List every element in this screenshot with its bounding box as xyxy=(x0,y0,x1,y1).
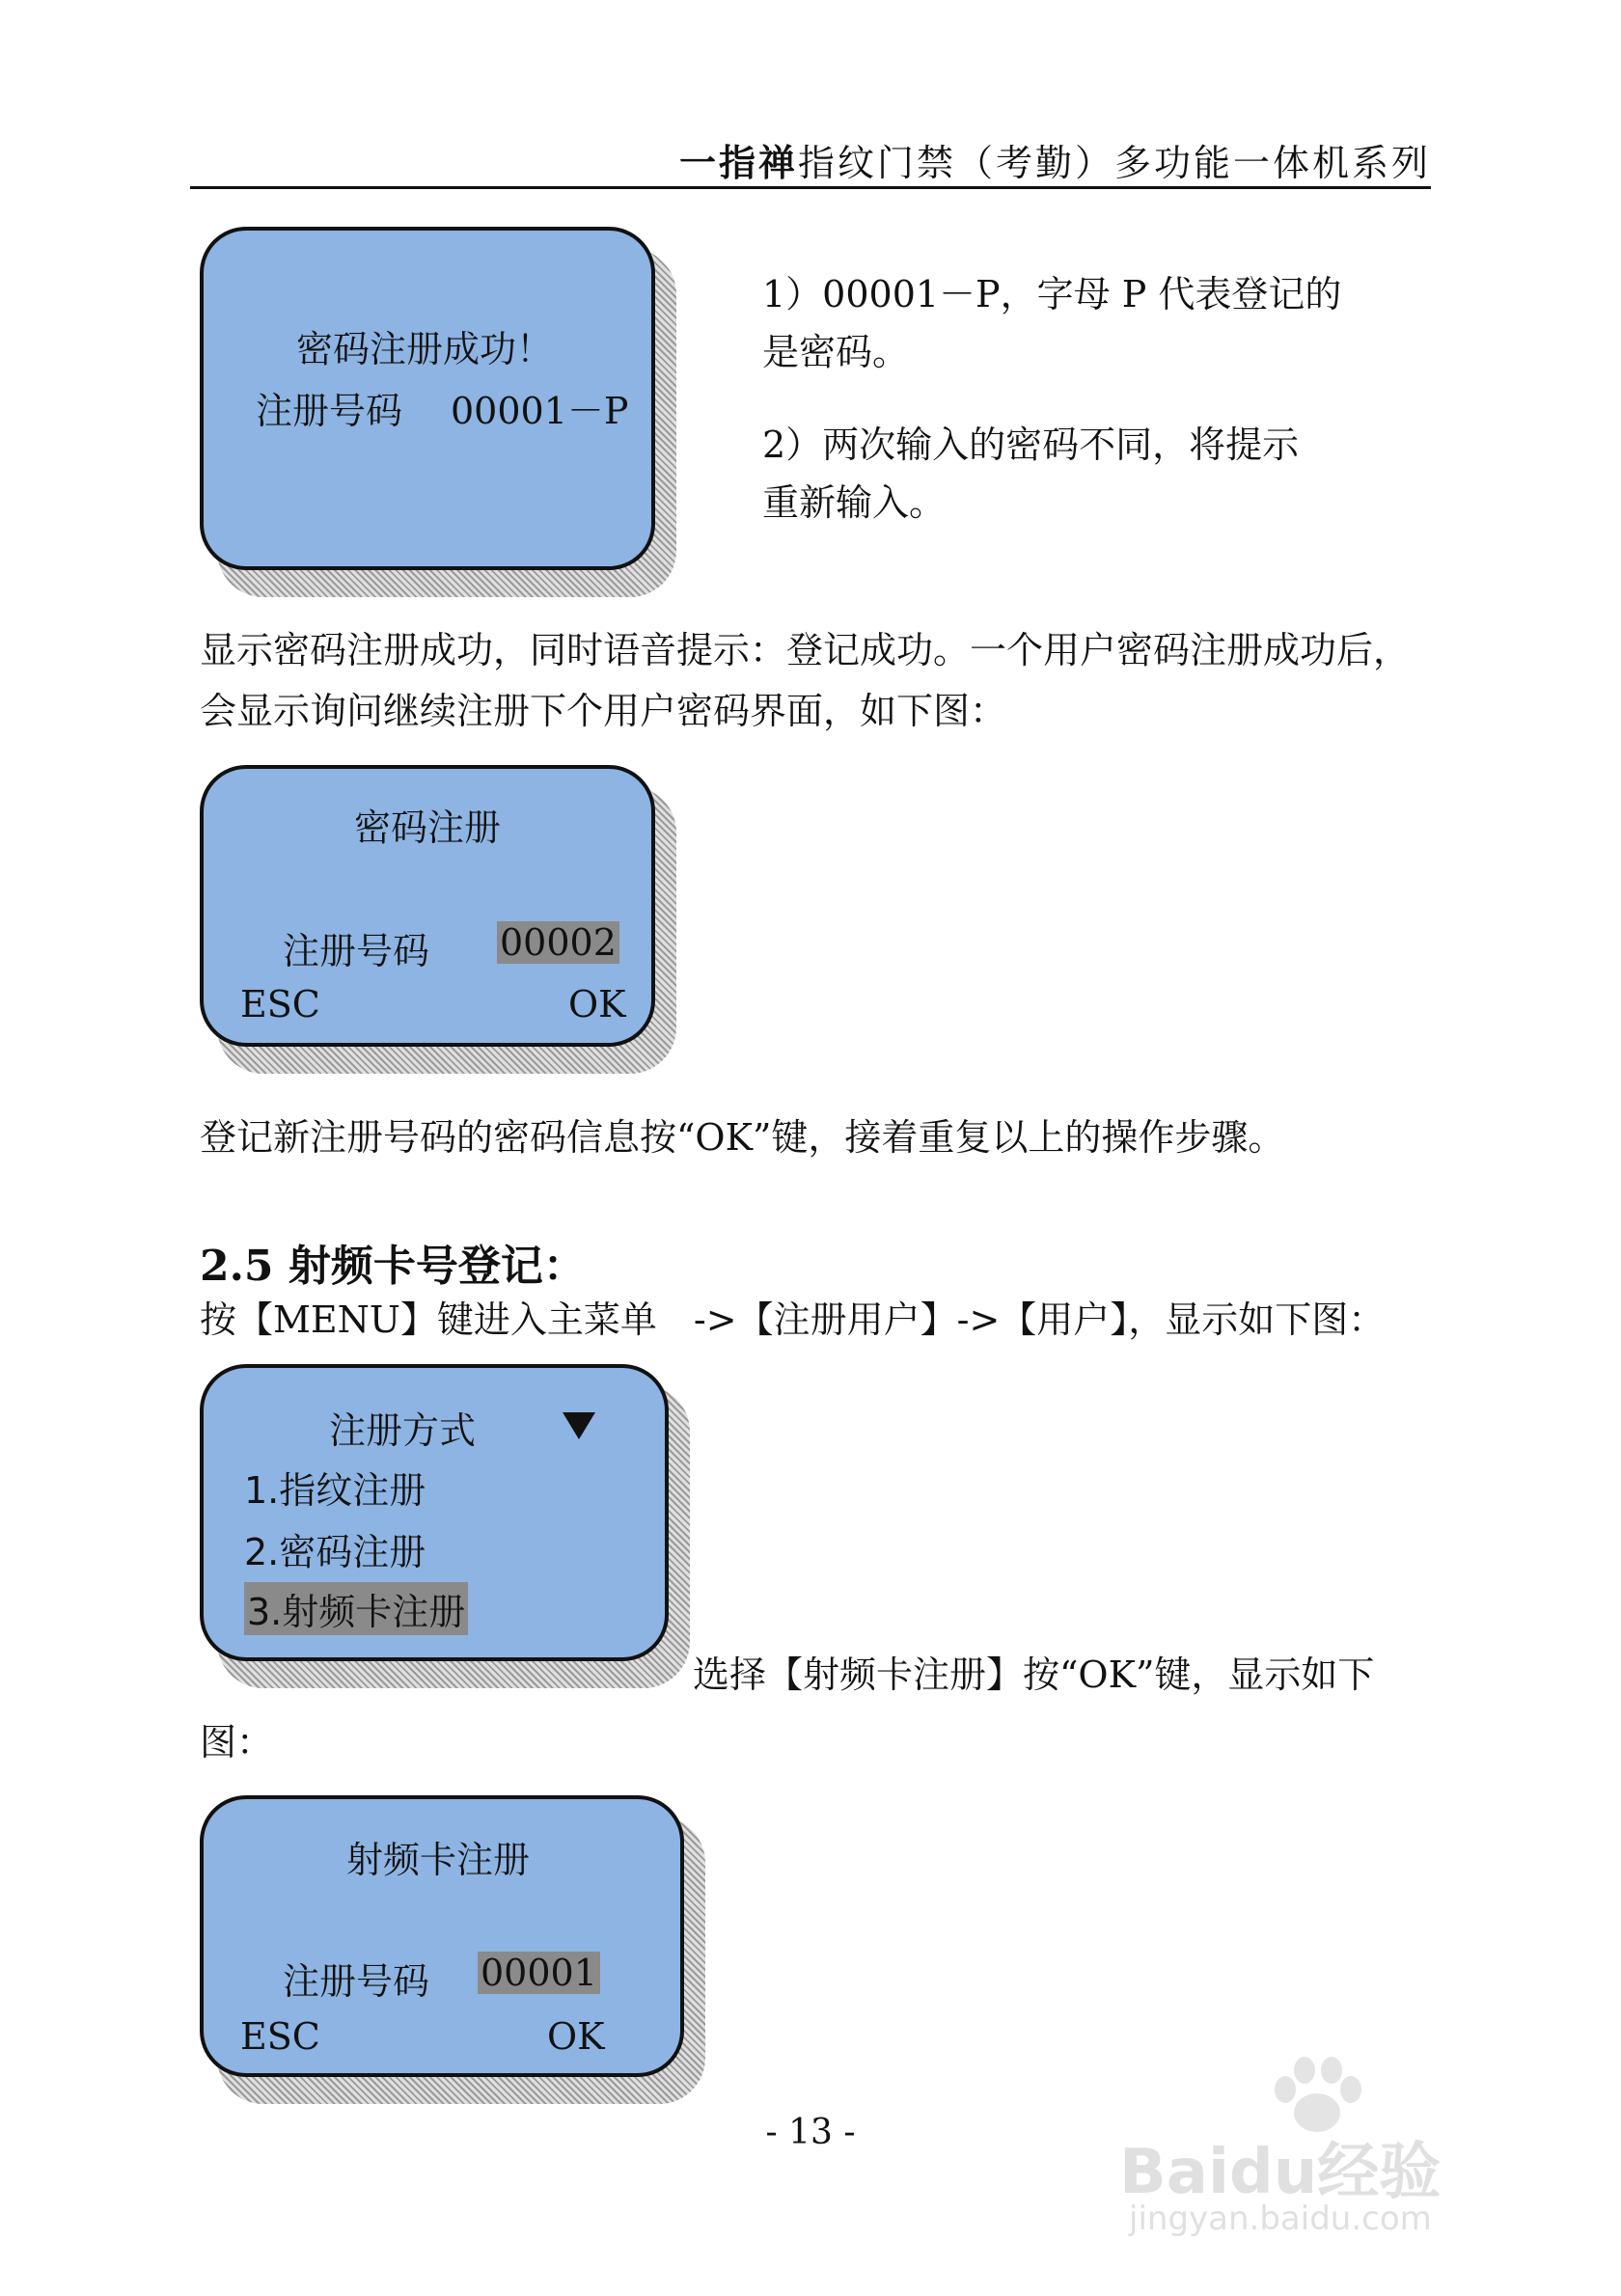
lcd-screen-register-method xyxy=(200,1364,669,1661)
screen-title: 注册方式 xyxy=(329,1409,477,1452)
ok-label: OK xyxy=(547,2015,605,2058)
register-number-value: 00002 xyxy=(497,921,619,964)
paragraph-1-line-2: 会显示询问继续注册下个用户密码界面，如下图： xyxy=(200,690,1007,732)
paragraph-3: 按【MENU】键进入主菜单 ->【注册用户】->【用户】，显示如下图： xyxy=(200,1298,1386,1341)
page-number: - 13 - xyxy=(765,2113,856,2152)
register-number-label: 注册号码 xyxy=(256,390,403,432)
lcd-screen-password-register xyxy=(200,765,655,1047)
register-number-value: 00001 xyxy=(478,1952,600,1994)
triangle-down-icon xyxy=(563,1412,595,1439)
ok-label: OK xyxy=(568,983,626,1025)
series-title: 指纹门禁（考勤）多功能一体机系列 xyxy=(797,142,1431,184)
note-1-line-2: 是密码。 xyxy=(762,331,910,373)
register-number-label: 注册号码 xyxy=(283,930,430,972)
menu-item-password: 2.密码注册 xyxy=(244,1531,426,1573)
header-rule xyxy=(190,186,1431,189)
success-message: 密码注册成功！ xyxy=(296,328,554,370)
paragraph-4-line-2: 图： xyxy=(200,1721,274,1763)
screen-title: 密码注册 xyxy=(354,806,502,849)
paragraph-1-line-1: 显示密码注册成功，同时语音提示：登记成功。一个用户密码注册成功后， xyxy=(200,629,1411,671)
register-number-label: 注册号码 xyxy=(283,1960,430,2003)
watermark xyxy=(1119,2055,1525,2248)
header-title xyxy=(679,133,1431,186)
watermark-brand: Baidu经验 xyxy=(1119,2137,1442,2208)
screen-title: 射频卡注册 xyxy=(346,1839,531,1881)
paragraph-2: 登记新注册号码的密码信息按“OK”键，接着重复以上的操作步骤。 xyxy=(200,1116,1285,1159)
menu-item-rfcard: 3.射频卡注册 xyxy=(244,1582,468,1635)
paragraph-4-line-1: 选择【射频卡注册】按“OK”键，显示如下 xyxy=(693,1654,1375,1696)
esc-label: ESC xyxy=(240,983,320,1025)
lcd-screen-rfcard-register xyxy=(200,1795,684,2077)
esc-label: ESC xyxy=(240,2015,320,2058)
lcd-screen-register-success xyxy=(200,227,655,570)
note-1-line-1: 1）00001－P，字母 P 代表登记的 xyxy=(762,273,1342,315)
watermark-url: jingyan.baidu.com xyxy=(1129,2200,1432,2238)
note-2-line-2: 重新输入。 xyxy=(762,481,947,524)
register-number-value: 00001－P xyxy=(451,390,629,432)
note-2-line-1: 2）两次输入的密码不同，将提示 xyxy=(762,424,1300,466)
section-title: 2.5 射频卡号登记： xyxy=(200,1242,586,1291)
menu-item-fingerprint: 1.指纹注册 xyxy=(244,1469,426,1512)
brand-name: 一指禅 xyxy=(678,142,798,184)
